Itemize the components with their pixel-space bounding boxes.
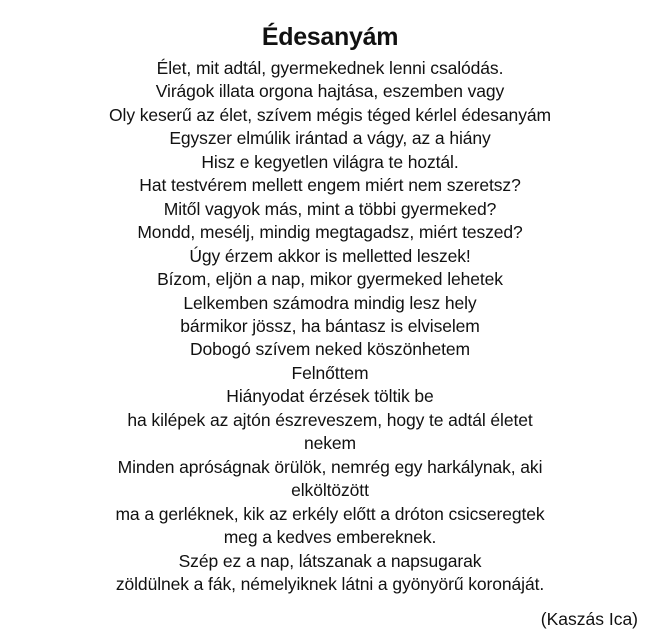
poem-line: ma a gerléknek, kik az erkély előtt a dróton csicseregtek (115, 503, 545, 524)
poem-line: Élet, mit adtál, gyermekednek lenni csalódás. (156, 58, 504, 78)
poem-line: Úgy érzem akkor is melletted leszek! (189, 245, 471, 266)
poem-line: Lelkemben számodra mindig lesz hely (183, 292, 477, 313)
poem-line: Oly keserű az élet, szívem mégis téged kérlel édesanyám (109, 104, 551, 125)
poem-line: Felnőttem (291, 362, 369, 383)
poem-line: Egyszer elmúlik irántad a vágy, az a hiány (169, 128, 491, 149)
poem-author: (Kaszás Ica) (540, 609, 638, 629)
poem-line: Mondd, mesélj, mindig megtagadsz, miért teszed? (137, 222, 523, 243)
poem-line: nekem (303, 433, 357, 454)
poem-line: meg a kedves embereknek. (223, 527, 437, 548)
poem-line: Hat testvérem mellett engem miért nem szeretsz? (139, 175, 521, 196)
poem-line: Szép ez a nap, látszanak a napsugarak (178, 550, 482, 571)
poem-line: elköltözött (291, 480, 369, 501)
poem-line: Hiányodat érzések töltik be (226, 386, 434, 407)
poem-body (0, 57, 660, 596)
poem-line: zöldülnek a fák, némelyiknek látni a gyönyörű koronáját. (115, 573, 545, 594)
poem-line: Mitől vagyok más, mint a többi gyermeked? (163, 198, 497, 219)
poem-title: Édesanyám (261, 22, 399, 51)
poem-line: Hisz e kegyetlen világra te hoztál. (201, 151, 459, 172)
poem-line: Bízom, eljön a nap, mikor gyermeked lehetek (157, 269, 503, 290)
poem-line: bármikor jössz, ha bántasz is elviselem (180, 315, 480, 336)
poem-line: Dobogó szívem neked köszönhetem (190, 339, 470, 360)
poem-line: Virágok illata orgona hajtása, eszemben vagy (155, 81, 505, 102)
poem-line: Minden apróságnak örülök, nemrég egy harkálynak, aki (117, 456, 543, 477)
poem-line: ha kilépek az ajtón észreveszem, hogy te adtál életet (127, 409, 533, 430)
